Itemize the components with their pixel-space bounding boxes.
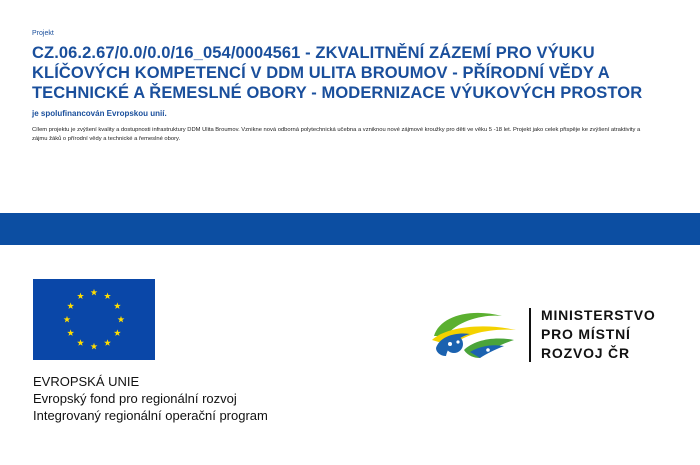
- eu-line-programme: Integrovaný regionální operační program: [33, 408, 268, 423]
- mmr-text-block: [541, 306, 656, 363]
- mmr-line-1: MINISTERSTVO: [541, 307, 656, 323]
- eu-text-block: [33, 373, 268, 424]
- project-title: CZ.06.2.67/0.0/0.0/16_054/0004561 - ZKVALITNĚNÍ ZÁZEMÍ PRO VÝUKU KLÍČOVÝCH KOMPETENCÍ V DDM ULITA BROUMOV - PŘÍRODNÍ VĚDY A TECHNICKÉ A ŘEMESLNÉ OBORY - MODERNIZACE VÝUKOVÝCH PROSTOR: [32, 44, 643, 102]
- eu-flag-icon: [33, 279, 155, 360]
- mmr-divider: [529, 308, 531, 362]
- mmr-line-3: ROZVOJ ČR: [541, 345, 630, 361]
- eu-line-union: EVROPSKÁ UNIE: [33, 374, 140, 389]
- mmr-line-2: PRO MÍSTNÍ: [541, 326, 631, 342]
- mmr-logo-icon: [430, 306, 520, 362]
- project-label: Projekt: [32, 30, 54, 37]
- project-header: [32, 30, 672, 143]
- cofinanced-note: je spolufinancován Evropskou unií.: [32, 109, 167, 118]
- blue-band: [0, 213, 700, 245]
- eu-line-fund: Evropský fond pro regionální rozvoj: [33, 391, 237, 406]
- project-description: Cílem projektu je zvýšení kvality a dostupnosti infrastruktury DDM Ulita Broumov. Vznikne nová odborná polytechnická učebna a vzniknou nové zájmové kroužky pro děti ve věku 5 -18 let. Projekt jako celek přispěje ke zvýšení atraktivity a zájmu žáků o přírodní vědy a technické a řemeslné obory.: [32, 127, 641, 142]
